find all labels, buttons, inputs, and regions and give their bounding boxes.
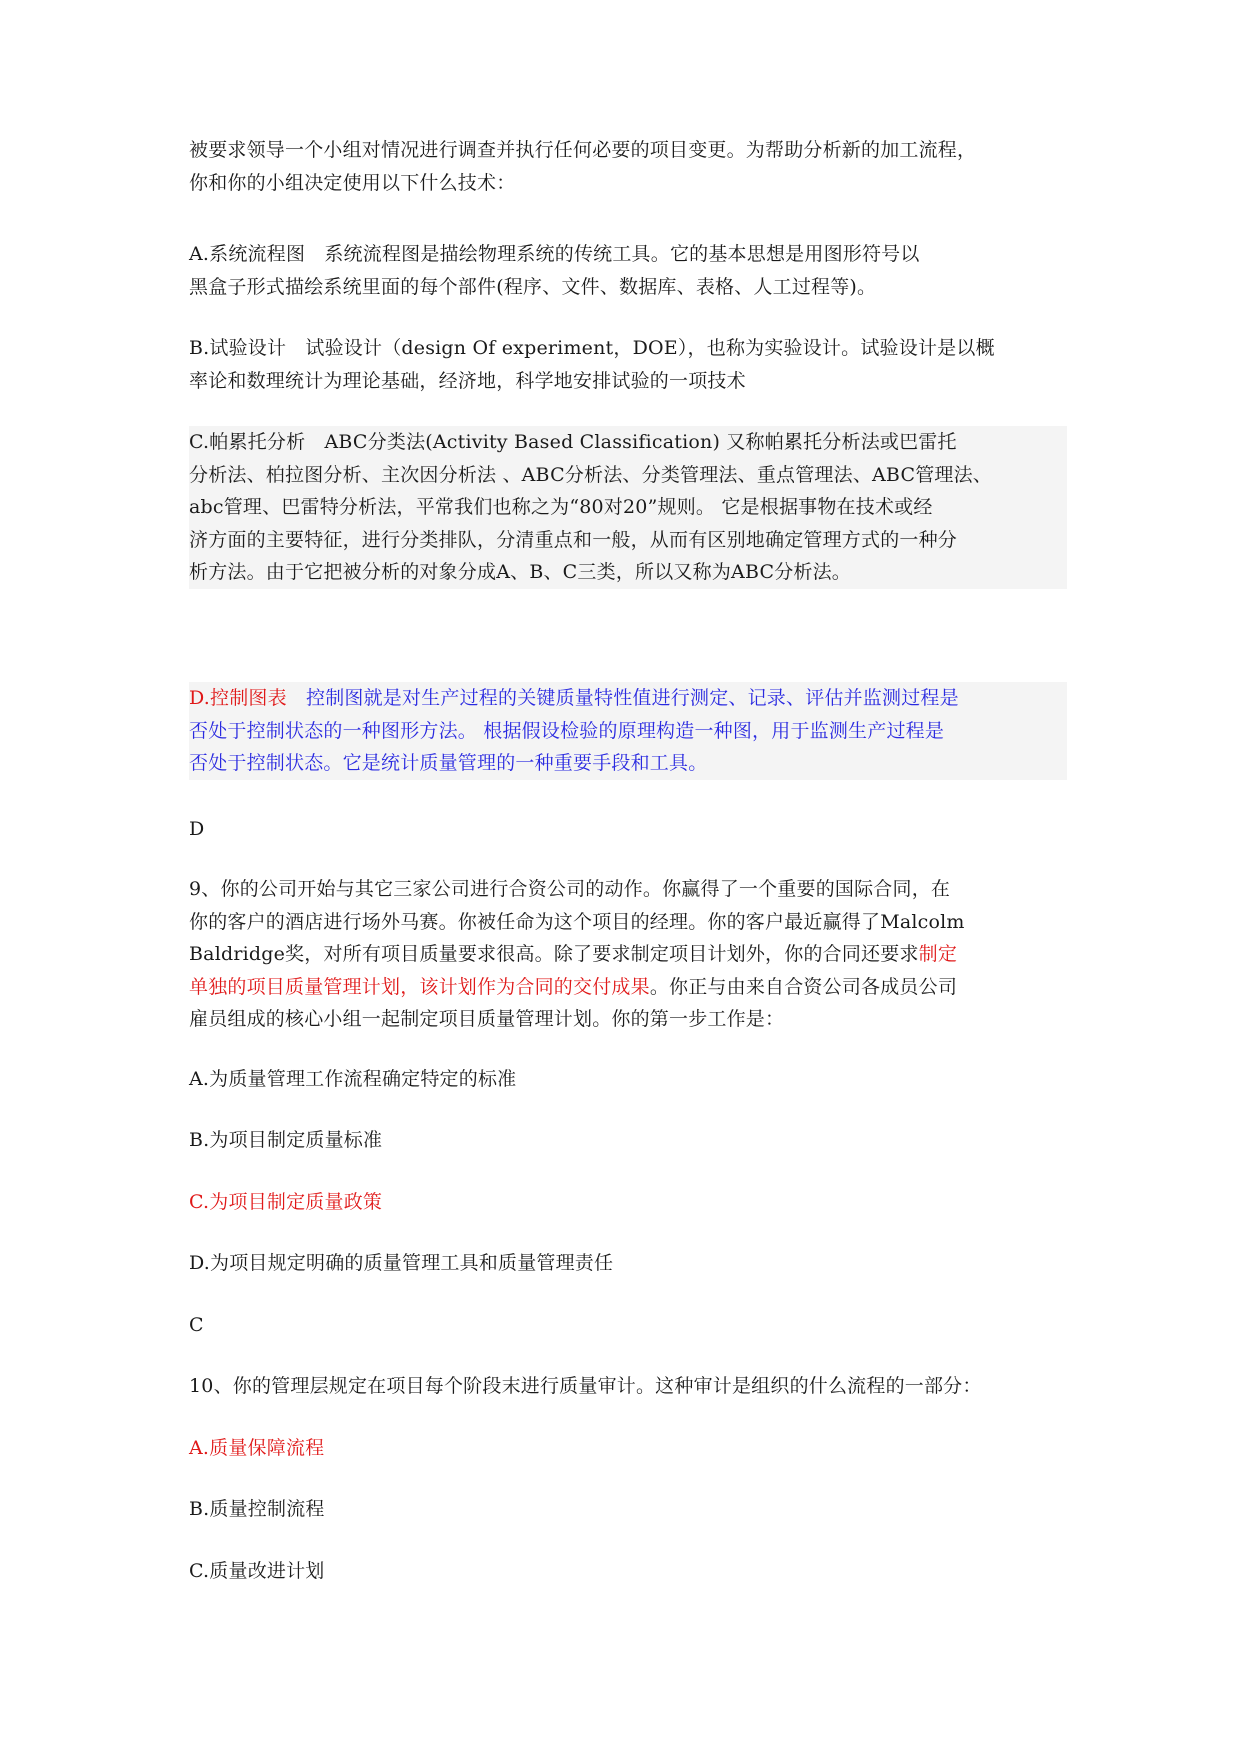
question-8-stem-line-2: 你和你的小组决定使用以下什么技术：: [189, 171, 516, 194]
option-d-line-1: [189, 682, 1067, 715]
question-9-line-3-text: Baldridge奖，对所有项目质量要求很高。除了要求制定项目计划外，你的合同还要求: [189, 943, 919, 965]
question-9-line-5: 雇员组成的核心小组一起制定项目质量管理计划。你的第一步工作是：: [189, 1008, 785, 1030]
question-9-option-d: D.为项目规定明确的质量管理工具和质量管理责任: [189, 1252, 614, 1274]
option-c-line-3: abc管理、巴雷特分析法，平常我们也称之为“80对20”规则。 它是根据事物在技术或经: [189, 496, 933, 518]
option-a-line-1: A.系统流程图 系统流程图是描绘物理系统的传统工具。它的基本思想是用图形符号以: [189, 243, 920, 265]
option-d-line-1-text: 控制图就是对生产过程的关键质量特性值进行测定、记录、评估并监测过程是: [286, 687, 959, 709]
question-8-option-a: [189, 238, 1059, 303]
question-9-option-b: B.为项目制定质量标准: [189, 1129, 383, 1151]
question-9-line-2: 你的客户的酒店进行场外马赛。你被任命为这个项目的经理。你的客户最近赢得了Malcolm: [189, 910, 965, 933]
question-10-stem: 10、你的管理层规定在项目每个阶段末进行质量审计。这种审计是组织的什么流程的一部分：: [189, 1375, 982, 1397]
option-c-line-2: 分析法、柏拉图分析、主次因分析法 、ABC分析法、分类管理法、重点管理法、ABC管理法、: [189, 463, 992, 486]
question-10-option-a: A.质量保障流程: [189, 1437, 325, 1459]
question-9-line-4-highlight: 单独的项目质量管理计划，该计划作为合同的交付成果: [189, 975, 650, 998]
option-b-line-2: 率论和数理统计为理论基础，经济地，科学地安排试验的一项技术: [189, 369, 746, 392]
question-8-option-d: [189, 682, 1067, 780]
option-d-line-2: 否处于控制状态的一种图形方法。 根据假设检验的原理构造一种图，用于监测生产过程是: [189, 719, 945, 742]
question-9-option-c: C.为项目制定质量政策: [189, 1191, 383, 1213]
question-9-option-a: A.为质量管理工作流程确定特定的标准: [189, 1068, 517, 1090]
question-9-line-4-text: 。你正与由来自合资公司各成员公司: [649, 975, 958, 998]
question-8-stem-line-1: 被要求领导一个小组对情况进行调查并执行任何必要的项目变更。为帮助分析新的加工流程，: [189, 139, 977, 161]
question-9-line-4: [189, 971, 1059, 1004]
option-c-line-1: C.帕累托分析 ABC分类法(Activity Based Classification) 又称帕累托分析法或巴雷托: [189, 431, 957, 453]
question-9-line-3: [189, 938, 1059, 971]
question-8-answer: D: [189, 818, 205, 840]
option-a-line-2: 黑盒子形式描绘系统里面的每个部件(程序、文件、数据库、表格、人工过程等)。: [189, 275, 877, 298]
question-8-option-c: [189, 426, 1067, 589]
option-b-line-1: B.试验设计 试验设计（design Of experiment，DOE），也称为实验设计。试验设计是以概: [189, 337, 995, 359]
question-10-option-b: B.质量控制流程: [189, 1498, 325, 1520]
question-10-option-c: C.质量改进计划: [189, 1560, 325, 1582]
option-d-label: D.控制图表: [189, 687, 287, 709]
option-d-line-3: 否处于控制状态。它是统计质量管理的一种重要手段和工具。: [189, 752, 708, 774]
option-c-line-4: 济方面的主要特征，进行分类排队，分清重点和一般，从而有区别地确定管理方式的一种分: [189, 528, 958, 551]
question-9-answer: C: [189, 1314, 204, 1336]
question-9-line-3-highlight: 制定: [918, 943, 958, 965]
question-8-stem: [189, 134, 1059, 199]
question-8-option-b: [189, 332, 1059, 397]
question-9-stem: [189, 873, 1059, 1036]
question-9-line-1: 9、你的公司开始与其它三家公司进行合资公司的动作。你赢得了一个重要的国际合同，在: [189, 878, 951, 900]
option-c-line-5: 析方法。由于它把被分析的对象分成A、B、C三类，所以又称为ABC分析法。: [189, 561, 851, 583]
